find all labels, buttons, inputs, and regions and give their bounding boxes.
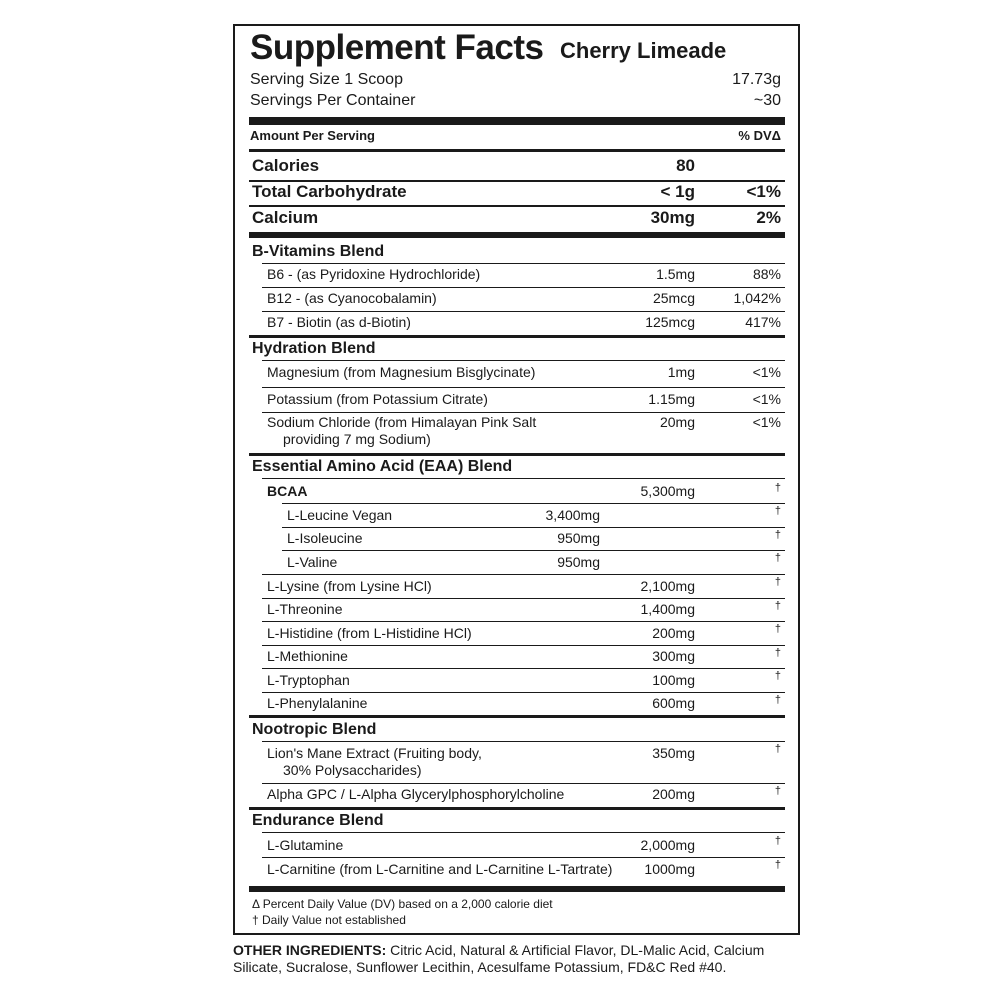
thick-divider [249, 886, 785, 892]
divider [249, 335, 785, 338]
lions-mane-amount: 350mg [652, 745, 695, 761]
phenylalanine-amount: 600mg [652, 695, 695, 711]
tryptophan-name: L-Tryptophan [267, 672, 350, 688]
divider [249, 149, 785, 152]
potassium-name: Potassium (from Potassium Citrate) [267, 391, 488, 407]
valine-dagger: † [774, 552, 781, 564]
methionine-name: L-Methionine [267, 648, 348, 664]
tryptophan-amount: 100mg [652, 672, 695, 688]
lions-mane-name: Lion's Mane Extract (Fruiting body, [267, 745, 482, 761]
divider [262, 311, 785, 312]
magnesium-dv: <1% [752, 364, 781, 380]
carnitine-amount: 1000mg [644, 861, 695, 877]
sodium-name-line2: providing 7 mg Sodium) [283, 431, 431, 447]
leucine-amount: 3,400mg [545, 507, 600, 523]
bcaa-amount: 5,300mg [640, 483, 695, 499]
divider [262, 741, 785, 742]
potassium-amount: 1.15mg [648, 391, 695, 407]
eaa-title: Essential Amino Acid (EAA) Blend [252, 458, 513, 475]
calories-amount: 80 [676, 156, 695, 175]
lysine-amount: 2,100mg [640, 578, 695, 594]
divider [262, 783, 785, 784]
sodium-name: Sodium Chloride (from Himalayan Pink Salt [267, 414, 537, 430]
other-ingredients-label: OTHER INGREDIENTS: [233, 942, 387, 958]
histidine-dagger: † [774, 623, 781, 635]
threonine-dagger: † [774, 600, 781, 612]
valine-amount: 950mg [557, 554, 600, 570]
divider [282, 503, 785, 504]
b7-amount: 125mcg [645, 314, 695, 330]
histidine-amount: 200mg [652, 625, 695, 641]
lions-mane-name-line2: 30% Polysaccharides) [283, 762, 422, 778]
calcium-label: Calcium [252, 208, 319, 227]
divider [262, 287, 785, 288]
threonine-name: L-Threonine [267, 601, 343, 617]
calcium-dv: 2% [756, 208, 781, 227]
b6-amount: 1.5mg [656, 266, 695, 282]
b12-amount: 25mcg [652, 290, 695, 306]
divider [282, 550, 785, 551]
bcaa-name: BCAA [267, 483, 308, 499]
phenylalanine-dagger: † [774, 694, 781, 706]
b6-name: B6 - (as Pyridoxine Hydrochloride) [267, 266, 481, 282]
divider [262, 412, 785, 413]
divider [262, 621, 785, 622]
potassium-dv: <1% [752, 391, 781, 407]
divider [262, 598, 785, 599]
carnitine-name: L-Carnitine (from L-Carnitine and L-Carnitine L-Tartrate) [267, 861, 613, 877]
divider [282, 527, 785, 528]
flavor-name: Cherry Limeade [560, 38, 727, 63]
histidine-name: L-Histidine (from L-Histidine HCl) [267, 625, 472, 641]
other-ingredients-line1 [233, 942, 764, 958]
thick-divider [249, 117, 785, 125]
alpha-gpc-amount: 200mg [652, 786, 695, 802]
servings-label: Servings Per Container [250, 92, 416, 109]
alpha-gpc-dagger: † [774, 785, 781, 797]
divider [249, 807, 785, 810]
b7-dv: 417% [745, 314, 781, 330]
sodium-dv: <1% [752, 414, 781, 430]
divider [262, 857, 785, 858]
b12-name: B12 - (as Cyanocobalamin) [267, 290, 437, 306]
other-ingredients-text-1: Citric Acid, Natural & Artificial Flavor, DL-Malic Acid, Calcium [390, 942, 765, 958]
total-carbohydrate-label: Total Carbohydrate [252, 182, 407, 201]
isoleucine-name: L-Isoleucine [287, 530, 363, 546]
methionine-dagger: † [774, 647, 781, 659]
methionine-amount: 300mg [652, 648, 695, 664]
tryptophan-dagger: † [774, 670, 781, 682]
leucine-name: L-Leucine Vegan [287, 507, 393, 523]
dagger-footnote: † Daily Value not established [252, 913, 406, 927]
lysine-dagger: † [774, 576, 781, 588]
divider [249, 205, 785, 207]
isoleucine-dagger: † [774, 529, 781, 541]
divider [262, 692, 785, 693]
magnesium-name: Magnesium (from Magnesium Bisglycinate) [267, 364, 536, 380]
carnitine-dagger: † [774, 859, 781, 871]
divider [262, 360, 785, 361]
phenylalanine-name: L-Phenylalanine [267, 695, 368, 711]
b7-name: B7 - Biotin (as d-Biotin) [267, 314, 411, 330]
nootropic-title: Nootropic Blend [252, 721, 377, 738]
lysine-name: L-Lysine (from Lysine HCl) [267, 578, 432, 594]
endurance-title: Endurance Blend [252, 812, 384, 829]
bcaa-dagger: † [774, 482, 781, 494]
dv-header: % DVΔ [738, 128, 781, 143]
divider [262, 478, 785, 479]
divider [249, 453, 785, 456]
b12-dv: 1,042% [733, 290, 781, 306]
hydration-title: Hydration Blend [252, 340, 376, 357]
panel-title: Supplement Facts [250, 28, 544, 67]
magnesium-amount: 1mg [667, 364, 695, 380]
divider [262, 263, 785, 264]
b-vitamins-title: B-Vitamins Blend [252, 243, 385, 260]
dv-footnote: Δ Percent Daily Value (DV) based on a 2,000 calorie diet [252, 897, 553, 911]
sodium-amount: 20mg [659, 414, 695, 430]
glutamine-dagger: † [774, 835, 781, 847]
valine-name: L-Valine [287, 554, 338, 570]
divider [249, 715, 785, 718]
total-carbohydrate-amount: < 1g [660, 182, 695, 201]
divider [262, 574, 785, 575]
divider [262, 668, 785, 669]
serving-size-value: 17.73g [732, 71, 781, 88]
glutamine-amount: 2,000mg [640, 837, 695, 853]
amount-per-serving-header: Amount Per Serving [250, 128, 375, 143]
other-ingredients-text-2: Silicate, Sucralose, Sunflower Lecithin, Acesulfame Potassium, FD&C Red #40. [233, 959, 727, 975]
total-carbohydrate-dv: <1% [746, 182, 781, 201]
divider [262, 387, 785, 388]
divider [262, 832, 785, 833]
lions-mane-dagger: † [774, 743, 781, 755]
divider [262, 645, 785, 646]
thick-divider [249, 232, 785, 238]
glutamine-name: L-Glutamine [267, 837, 344, 853]
calcium-amount: 30mg [650, 208, 695, 227]
alpha-gpc-name: Alpha GPC / L-Alpha Glycerylphosphorylcholine [267, 786, 565, 802]
calories-label: Calories [252, 156, 320, 175]
b6-dv: 88% [752, 266, 781, 282]
leucine-dagger: † [774, 505, 781, 517]
isoleucine-amount: 950mg [557, 530, 600, 546]
serving-size-label: Serving Size 1 Scoop [250, 71, 403, 88]
threonine-amount: 1,400mg [640, 601, 695, 617]
servings-value: ~30 [753, 92, 781, 109]
